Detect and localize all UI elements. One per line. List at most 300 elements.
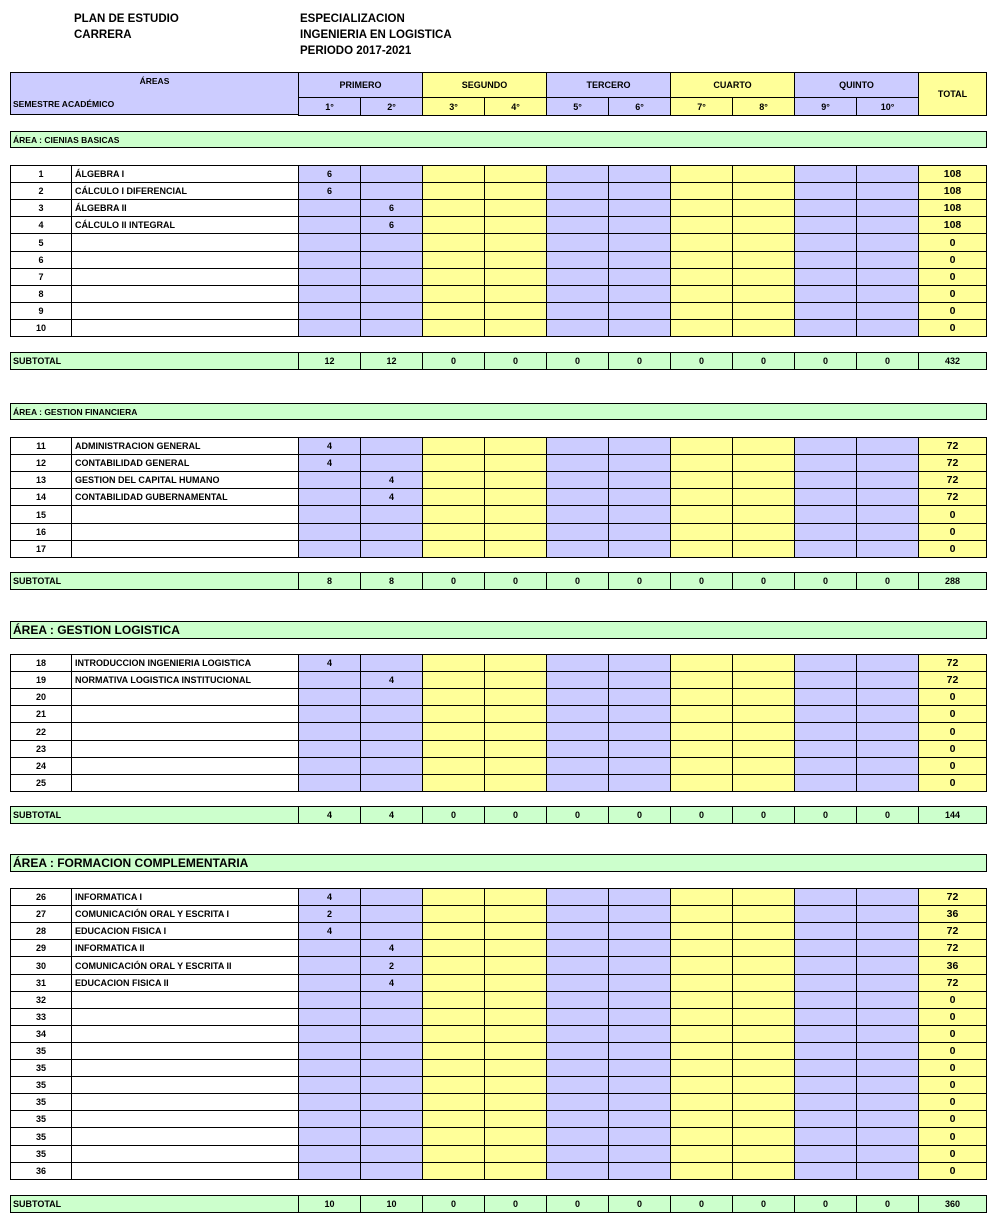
semester-hours-cell [732,1093,795,1111]
semester-hours-cell [670,505,733,524]
semester-hours-cell [546,1110,609,1128]
semester-hours-cell [794,654,857,672]
subtotal-value: 0 [670,806,733,824]
semester-hours-cell [546,1025,609,1043]
course-name: EDUCACION FISICA I [71,922,299,940]
semester-hours-cell [484,956,547,975]
course-name [71,1145,299,1163]
course-total: 108 [918,199,987,217]
career-label: CARRERA [74,29,132,41]
semester-hours-cell [422,233,485,252]
subtotal-value: 0 [670,1195,733,1213]
semester-hours-cell [794,1008,857,1026]
subtotal-value: 0 [856,806,919,824]
semester-hours-cell [856,454,919,472]
semester-hours-cell [608,1008,671,1026]
semester-hours-cell [608,757,671,775]
semester-hours-cell [608,319,671,337]
semester-hours-cell [360,1008,423,1026]
semester-hours-cell [298,268,361,286]
semester-hours-cell [732,705,795,723]
semester-hours-cell [794,182,857,200]
semester-hours-cell [670,437,733,455]
course-number: 1 [10,165,72,183]
total-header: TOTAL [918,72,987,116]
course-name: COMUNICACIÓN ORAL Y ESCRITA I [71,905,299,923]
semester-hours-cell [546,540,609,558]
semester-hours-cell [360,437,423,455]
semester-hours-cell [484,437,547,455]
semester-hours-cell [670,774,733,792]
semester-hours-cell [732,268,795,286]
course-number: 24 [10,757,72,775]
course-name [71,757,299,775]
semester-hours-cell [670,471,733,489]
course-name: COMUNICACIÓN ORAL Y ESCRITA II [71,956,299,975]
semester-hours-cell [608,523,671,541]
semester-hours-cell [794,991,857,1009]
course-total: 0 [918,1110,987,1128]
subtotal-value: 12 [298,352,361,370]
semester-hours-cell [546,722,609,741]
semester-hours-cell [794,1093,857,1111]
semester-hours-cell [608,268,671,286]
semester-hours-cell [484,302,547,320]
semester-hours-cell [732,722,795,741]
year-header: CUARTO [670,72,795,98]
semester-hours-cell [856,1110,919,1128]
course-number: 13 [10,471,72,489]
course-name: EDUCACION FISICA II [71,974,299,992]
semester-hours-cell [298,974,361,992]
semester-hours-cell [732,1162,795,1180]
semester-hours-cell [298,740,361,758]
semester-hours-cell [608,1076,671,1094]
semester-hours-cell [856,688,919,706]
semester-hours-cell [298,1008,361,1026]
semester-hours-cell [422,1042,485,1060]
semester-hours-cell: 4 [298,454,361,472]
semester-hours-cell [794,757,857,775]
semester-hours-cell [608,454,671,472]
semester-hours-cell [732,488,795,506]
course-name [71,1025,299,1043]
course-number: 32 [10,991,72,1009]
semester-hours-cell [608,1093,671,1111]
course-total: 0 [918,319,987,337]
semester-hours-cell [422,454,485,472]
semester-hours-cell [670,1127,733,1146]
semester-hours-cell [856,540,919,558]
semester-hours-cell [608,888,671,906]
subtotal-value: 0 [484,806,547,824]
semester-hours-cell: 6 [360,199,423,217]
course-number: 34 [10,1025,72,1043]
semester-hours-cell [484,671,547,689]
semester-hours-cell [484,1076,547,1094]
semester-header: 9° [794,97,857,116]
semester-hours-cell [856,251,919,269]
course-total: 72 [918,888,987,906]
subtotal-value: 0 [546,572,609,590]
semester-hours-cell [484,319,547,337]
semester-hours-cell [422,757,485,775]
course-name [71,1076,299,1094]
semester-hours-cell [856,1025,919,1043]
course-name [71,1127,299,1146]
semester-hours-cell [484,757,547,775]
semester-hours-cell [670,1145,733,1163]
semester-hours-cell [856,268,919,286]
semester-hours-cell [856,774,919,792]
course-number: 9 [10,302,72,320]
semester-hours-cell [856,722,919,741]
semester-hours-cell [856,1059,919,1077]
course-name [71,233,299,252]
subtotal-value: 4 [360,806,423,824]
semester-hours-cell [732,1076,795,1094]
semester-hours-cell [484,905,547,923]
semester-hours-cell [670,165,733,183]
semester-hours-cell [546,523,609,541]
course-total: 0 [918,285,987,303]
course-number: 27 [10,905,72,923]
course-name: CONTABILIDAD GUBERNAMENTAL [71,488,299,506]
semester-hours-cell [794,1042,857,1060]
course-number: 23 [10,740,72,758]
semester-hours-cell [794,437,857,455]
semester-hours-cell [546,740,609,758]
semester-hours-cell: 6 [298,182,361,200]
course-total: 0 [918,688,987,706]
semester-hours-cell [732,1059,795,1077]
semester-header: 6° [608,97,671,116]
semester-hours-cell [484,523,547,541]
semester-hours-cell [856,956,919,975]
course-name: GESTION DEL CAPITAL HUMANO [71,471,299,489]
semester-hours-cell [794,233,857,252]
course-name [71,774,299,792]
semester-hours-cell [422,302,485,320]
semester-hours-cell [670,671,733,689]
semester-hours-cell [794,1025,857,1043]
course-total: 0 [918,233,987,252]
course-total: 0 [918,991,987,1009]
semester-hours-cell [546,454,609,472]
semester-hours-cell [546,251,609,269]
semester-label: SEMESTRE ACADÉMICO [13,99,115,109]
semester-hours-cell [422,285,485,303]
course-total: 0 [918,1145,987,1163]
semester-hours-cell [794,1076,857,1094]
semester-hours-cell [732,956,795,975]
course-total: 72 [918,488,987,506]
subtotal-value: 0 [608,352,671,370]
semester-hours-cell [608,705,671,723]
semester-hours-cell [856,505,919,524]
course-number: 35 [10,1059,72,1077]
semester-hours-cell [670,1008,733,1026]
course-total: 0 [918,268,987,286]
semester-hours-cell [546,1145,609,1163]
semester-hours-cell [670,956,733,975]
semester-hours-cell [546,1076,609,1094]
semester-hours-cell: 2 [360,956,423,975]
semester-hours-cell [670,974,733,992]
course-total: 0 [918,505,987,524]
course-total: 108 [918,165,987,183]
semester-hours-cell [856,1076,919,1094]
semester-hours-cell [856,182,919,200]
semester-hours-cell [608,1042,671,1060]
semester-hours-cell [484,1025,547,1043]
semester-hours-cell [670,302,733,320]
subtotal-value: 12 [360,352,423,370]
semester-hours-cell: 4 [360,488,423,506]
course-number: 36 [10,1162,72,1180]
semester-hours-cell [484,1145,547,1163]
semester-hours-cell [794,1127,857,1146]
semester-hours-cell [608,199,671,217]
semester-hours-cell [484,285,547,303]
semester-hours-cell [670,1110,733,1128]
semester-hours-cell [608,285,671,303]
course-number: 3 [10,199,72,217]
semester-hours-cell [794,1059,857,1077]
semester-hours-cell [298,251,361,269]
semester-hours-cell [422,1059,485,1077]
semester-header: 8° [732,97,795,116]
course-number: 17 [10,540,72,558]
course-number: 31 [10,974,72,992]
course-total: 0 [918,722,987,741]
course-name: CONTABILIDAD GENERAL [71,454,299,472]
semester-hours-cell [298,233,361,252]
semester-hours-cell [732,1025,795,1043]
semester-hours-cell [360,302,423,320]
semester-hours-cell [360,1145,423,1163]
course-number: 26 [10,888,72,906]
subtotal-value: 0 [794,1195,857,1213]
semester-hours-cell [794,268,857,286]
semester-hours-cell [732,740,795,758]
semester-hours-cell [546,505,609,524]
semester-hours-cell [670,319,733,337]
semester-hours-cell [546,182,609,200]
semester-hours-cell: 4 [360,974,423,992]
semester-hours-cell [422,523,485,541]
semester-hours-cell [794,251,857,269]
semester-hours-cell [856,1008,919,1026]
subtotal-label: SUBTOTAL [10,1195,299,1213]
semester-hours-cell [546,1093,609,1111]
semester-hours-cell [670,1059,733,1077]
semester-hours-cell [298,199,361,217]
semester-hours-cell [484,471,547,489]
course-number: 6 [10,251,72,269]
semester-hours-cell [732,471,795,489]
semester-hours-cell [546,1059,609,1077]
course-total: 0 [918,1093,987,1111]
course-total: 0 [918,1008,987,1026]
course-name [71,1042,299,1060]
semester-hours-cell [360,165,423,183]
course-number: 35 [10,1127,72,1146]
course-name: ADMINISTRACION GENERAL [71,437,299,455]
semester-hours-cell [546,705,609,723]
area-title: ÁREA : GESTION LOGISTICA [10,621,987,639]
semester-hours-cell [732,437,795,455]
semester-hours-cell [484,722,547,741]
semester-hours-cell [732,905,795,923]
semester-hours-cell [298,688,361,706]
course-total: 0 [918,251,987,269]
semester-hours-cell [422,922,485,940]
semester-hours-cell [670,1025,733,1043]
subtotal-value: 0 [422,572,485,590]
subtotal-value: 8 [298,572,361,590]
course-name [71,540,299,558]
subtotal-label: SUBTOTAL [10,352,299,370]
semester-hours-cell [794,1110,857,1128]
semester-hours-cell [732,182,795,200]
semester-hours-cell [856,1042,919,1060]
semester-hours-cell [360,505,423,524]
semester-hours-cell [298,671,361,689]
semester-hours-cell [794,488,857,506]
semester-hours-cell [856,888,919,906]
semester-hours-cell [546,939,609,957]
semester-hours-cell [732,974,795,992]
semester-hours-cell [484,922,547,940]
semester-header: 4° [484,97,547,116]
semester-hours-cell [298,1093,361,1111]
semester-hours-cell [360,654,423,672]
semester-hours-cell [794,523,857,541]
subtotal-value: 0 [484,352,547,370]
semester-hours-cell [546,216,609,234]
semester-hours-cell [422,688,485,706]
semester-hours-cell [856,302,919,320]
semester-hours-cell [298,523,361,541]
semester-hours-cell [732,505,795,524]
semester-hours-cell [794,454,857,472]
course-number: 20 [10,688,72,706]
semester-hours-cell [422,1025,485,1043]
semester-hours-cell [732,319,795,337]
semester-hours-cell: 6 [298,165,361,183]
course-name: NORMATIVA LOGISTICA INSTITUCIONAL [71,671,299,689]
area-title: ÁREA : FORMACION COMPLEMENTARIA [10,854,987,872]
semester-hours-cell [856,437,919,455]
semester-hours-cell [546,905,609,923]
subtotal-value: 8 [360,572,423,590]
semester-hours-cell: 4 [360,671,423,689]
semester-hours-cell [546,922,609,940]
semester-hours-cell [422,939,485,957]
semester-hours-cell [546,688,609,706]
semester-hours-cell [732,671,795,689]
course-name [71,688,299,706]
semester-hours-cell [546,991,609,1009]
course-name [71,1110,299,1128]
subtotal-value: 0 [422,806,485,824]
semester-hours-cell [422,182,485,200]
semester-hours-cell [856,974,919,992]
semester-hours-cell [732,774,795,792]
semester-hours-cell [794,671,857,689]
semester-hours-cell [794,688,857,706]
semester-hours-cell [608,905,671,923]
subtotal-value: 0 [608,806,671,824]
semester-hours-cell [422,251,485,269]
semester-hours-cell [856,1145,919,1163]
semester-hours-cell [608,688,671,706]
semester-hours-cell [608,165,671,183]
semester-hours-cell [422,1162,485,1180]
semester-hours-cell [546,888,609,906]
semester-hours-cell [360,705,423,723]
semester-hours-cell [422,905,485,923]
course-total: 72 [918,437,987,455]
semester-hours-cell [670,688,733,706]
subtotal-value: 10 [360,1195,423,1213]
semester-hours-cell [670,454,733,472]
semester-hours-cell [732,922,795,940]
subtotal-label: SUBTOTAL [10,806,299,824]
semester-hours-cell [732,199,795,217]
course-name: CÁLCULO I DIFERENCIAL [71,182,299,200]
semester-hours-cell [732,165,795,183]
course-name: ÁLGEBRA II [71,199,299,217]
semester-hours-cell [608,488,671,506]
semester-hours-cell [484,216,547,234]
course-name [71,268,299,286]
year-header: PRIMERO [298,72,423,98]
semester-hours-cell [484,1093,547,1111]
semester-header: 2° [360,97,423,116]
subtotal-value: 0 [546,1195,609,1213]
semester-hours-cell [856,216,919,234]
semester-hours-cell [794,505,857,524]
semester-hours-cell [608,722,671,741]
course-total: 36 [918,905,987,923]
semester-hours-cell [670,540,733,558]
semester-hours-cell [360,1076,423,1094]
semester-hours-cell [298,540,361,558]
semester-hours-cell [422,268,485,286]
semester-hours-cell [484,688,547,706]
semester-hours-cell [732,523,795,541]
subtotal-value: 0 [794,806,857,824]
semester-hours-cell [794,905,857,923]
semester-hours-cell [298,1059,361,1077]
subtotal-value: 0 [732,572,795,590]
semester-hours-cell [546,165,609,183]
semester-hours-cell [546,654,609,672]
semester-hours-cell [546,974,609,992]
semester-hours-cell [360,1093,423,1111]
semester-hours-cell [794,216,857,234]
course-number: 19 [10,671,72,689]
course-number: 11 [10,437,72,455]
semester-hours-cell: 4 [298,437,361,455]
course-name [71,285,299,303]
subtotal-value: 0 [732,352,795,370]
semester-hours-cell [856,471,919,489]
semester-hours-cell [422,774,485,792]
plan-header-left [74,11,179,43]
